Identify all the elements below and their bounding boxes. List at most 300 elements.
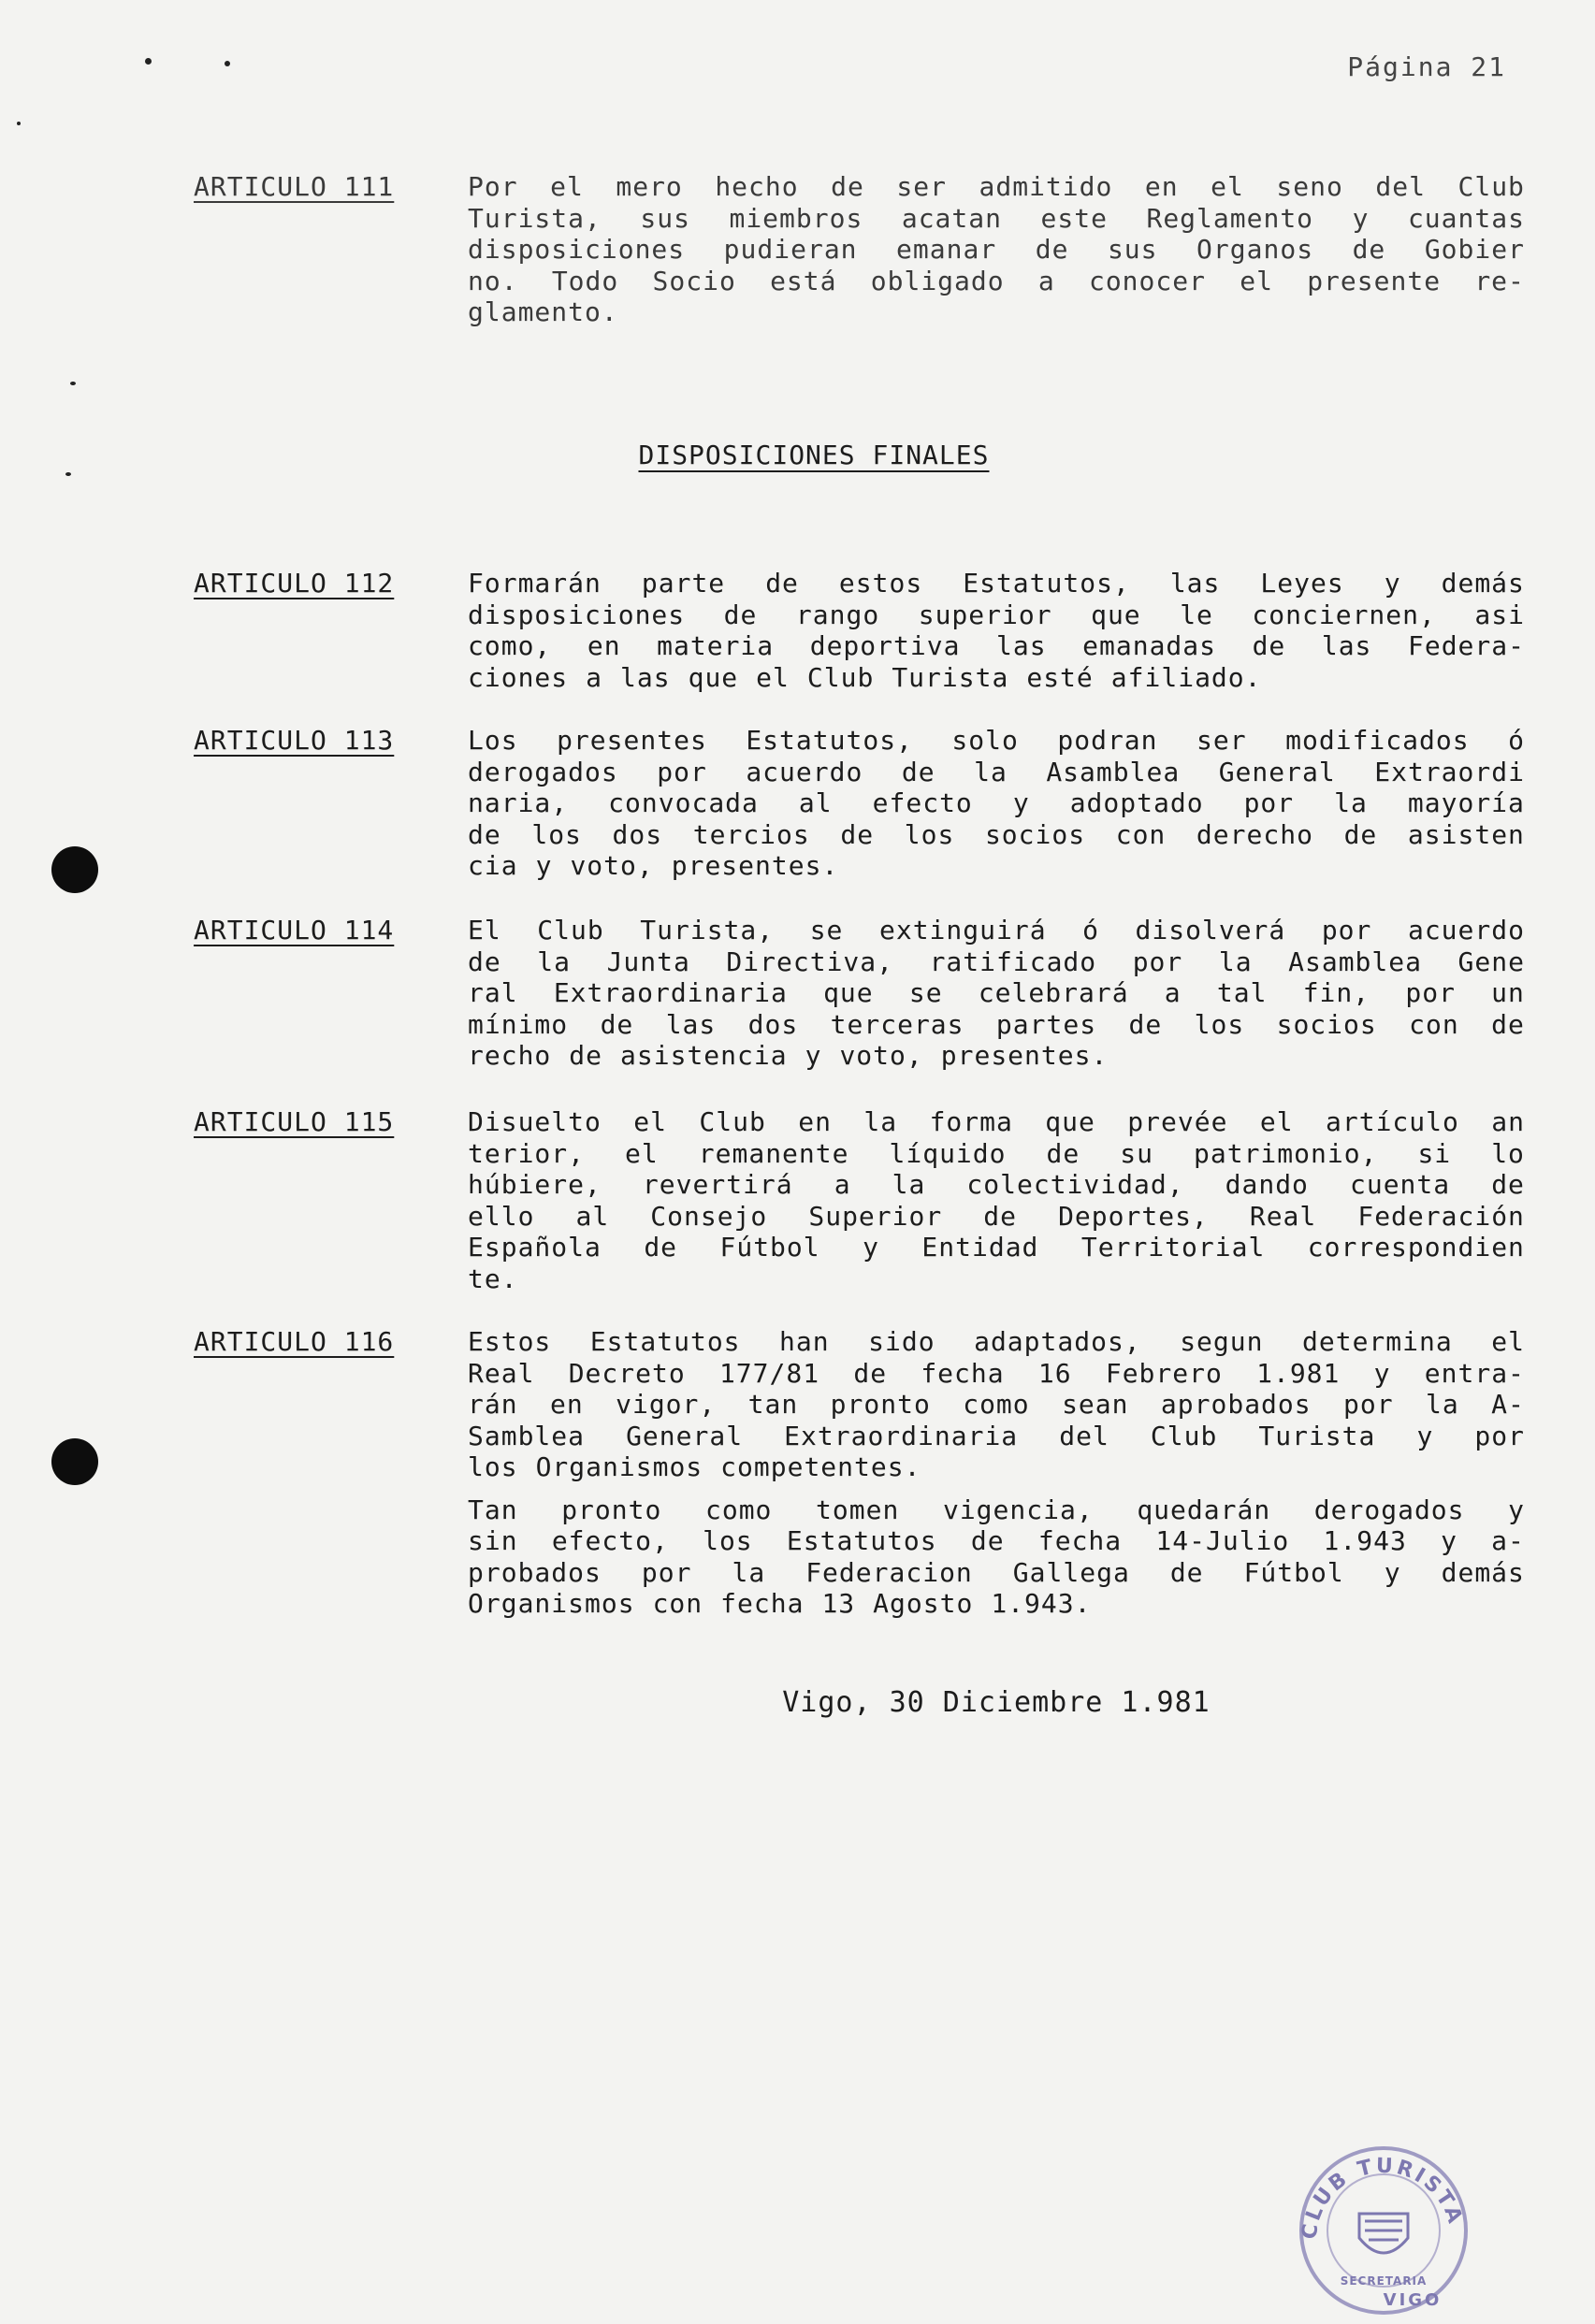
- word: deportiva: [809, 630, 961, 661]
- word: voto,: [570, 850, 654, 881]
- word: a: [1037, 265, 1055, 296]
- word: Febrero: [1105, 1357, 1223, 1389]
- word: pronto: [561, 1494, 662, 1525]
- article-label: ARTICULO 114: [194, 915, 395, 945]
- word: estos: [838, 568, 923, 599]
- stamp-bottom-text: SECRETARIA: [1340, 2274, 1428, 2288]
- shield-icon: [1359, 2214, 1408, 2253]
- word: sus: [640, 202, 690, 234]
- word: Extraordi: [1374, 756, 1525, 787]
- word: re-: [1474, 265, 1525, 296]
- word: acuerdo: [746, 756, 863, 787]
- word: de: [1491, 1169, 1525, 1200]
- article-label: ARTICULO 116: [194, 1326, 395, 1357]
- word: Territorial: [1080, 1232, 1266, 1263]
- article-paragraph: [468, 171, 1525, 328]
- word: el: [1240, 265, 1273, 296]
- word: ciones: [468, 661, 569, 693]
- word: Organos: [1196, 234, 1314, 265]
- word: Deportes,: [1058, 1200, 1209, 1232]
- word: y: [1373, 1357, 1391, 1389]
- word: General: [626, 1420, 744, 1451]
- word: Gobier: [1424, 234, 1525, 265]
- word: efecto,: [551, 1525, 669, 1556]
- text-line: [468, 850, 1525, 882]
- word: podran: [1057, 725, 1158, 756]
- word: del: [1375, 171, 1426, 202]
- word: el: [550, 171, 584, 202]
- word: fecha: [921, 1357, 1005, 1389]
- word: hecho: [715, 171, 799, 202]
- word: emanadas: [1082, 630, 1216, 661]
- text-line: [468, 171, 1525, 203]
- word: admitido: [979, 171, 1113, 202]
- word: quedarán: [1137, 1494, 1271, 1525]
- article-body: [468, 725, 1525, 882]
- article-body: [468, 1106, 1525, 1294]
- word: recho: [468, 1040, 552, 1071]
- word: tan: [747, 1389, 799, 1420]
- word: correspondien: [1307, 1232, 1525, 1263]
- word: 1.943.: [991, 1588, 1092, 1619]
- word: asistencia: [620, 1040, 788, 1071]
- word: 14-Julio: [1155, 1525, 1290, 1556]
- word: con: [1115, 818, 1167, 850]
- word: obligado: [870, 265, 1005, 296]
- text-line: [468, 1525, 1525, 1557]
- word: prevée: [1127, 1106, 1228, 1137]
- word: y: [535, 850, 553, 881]
- word: asi: [1474, 599, 1525, 630]
- word: pronto: [830, 1389, 931, 1420]
- word: conocer: [1088, 265, 1206, 296]
- word: adaptados,: [974, 1326, 1141, 1357]
- article-paragraph: [468, 1494, 1525, 1620]
- word: colectividad,: [966, 1169, 1184, 1200]
- word: Organismos: [468, 1588, 635, 1619]
- word: Gallega: [1012, 1556, 1130, 1588]
- word: cuenta: [1349, 1169, 1451, 1200]
- word: el: [756, 661, 790, 693]
- word: terior,: [468, 1137, 586, 1169]
- word: Agosto: [873, 1588, 974, 1619]
- svg-text:CLUB TURISTA: [1298, 2155, 1468, 2241]
- word: que: [823, 977, 874, 1008]
- word: se: [809, 915, 844, 945]
- word: por: [641, 1556, 692, 1588]
- word: derecho: [1196, 818, 1313, 850]
- text-line: [468, 296, 1525, 328]
- word: las: [1321, 630, 1372, 661]
- word: Por: [468, 171, 518, 202]
- word: al: [575, 1200, 610, 1232]
- word: Formarán: [468, 568, 602, 599]
- word: Estatutos: [589, 1326, 741, 1357]
- word: Asamblea: [1288, 945, 1422, 977]
- word: y: [1508, 1494, 1525, 1525]
- word: adoptado: [1069, 787, 1204, 818]
- word: fecha: [1037, 1525, 1123, 1556]
- text-line: [468, 1201, 1525, 1233]
- word: a-: [1491, 1525, 1525, 1556]
- article-body: [468, 1326, 1525, 1620]
- word: Turista,: [640, 915, 775, 945]
- article-body: [468, 915, 1525, 1072]
- word: y: [863, 1232, 879, 1263]
- word: de: [1128, 1008, 1163, 1040]
- word: este: [1040, 202, 1108, 234]
- word: an: [1491, 1106, 1525, 1137]
- text-line: [468, 757, 1525, 788]
- word: Club: [1457, 171, 1525, 202]
- word: Española: [468, 1232, 602, 1263]
- word: 13: [821, 1588, 856, 1619]
- word: acatan: [901, 202, 1002, 234]
- word: esté: [1026, 661, 1094, 693]
- word: derogados: [468, 756, 618, 787]
- word: y: [1384, 568, 1401, 599]
- text-line: [468, 1232, 1525, 1263]
- article-label: ARTICULO 113: [194, 725, 395, 756]
- word: la: [974, 756, 1008, 787]
- article-label: ARTICULO 115: [194, 1106, 395, 1137]
- word: vigencia,: [942, 1494, 1094, 1525]
- word: 177/81: [718, 1357, 820, 1389]
- word: y: [1416, 1420, 1434, 1451]
- section-title: DISPOSICIONES FINALES: [638, 440, 990, 470]
- word: fin,: [1302, 977, 1370, 1008]
- word: por: [1405, 977, 1456, 1008]
- word: como: [704, 1494, 773, 1525]
- word: materia: [657, 630, 775, 661]
- word: Club: [699, 1106, 766, 1137]
- word: dando: [1225, 1169, 1309, 1200]
- word: en: [587, 630, 621, 661]
- word: los: [531, 818, 582, 850]
- text-line: [468, 234, 1525, 266]
- word: dos: [612, 818, 663, 850]
- word: demás: [1441, 568, 1525, 599]
- word: Socio: [652, 265, 736, 296]
- punch-hole-upper: [51, 846, 98, 893]
- word: a: [1164, 977, 1182, 1008]
- word: asisten: [1407, 818, 1525, 850]
- word: con: [652, 1588, 703, 1619]
- word: del: [1059, 1420, 1109, 1451]
- word: tal: [1216, 977, 1268, 1008]
- word: de: [831, 171, 864, 202]
- stamp-top-text: CLUB TURISTA: [1298, 2154, 1468, 2241]
- word: acuerdo: [1407, 915, 1525, 945]
- word: de: [1343, 818, 1378, 850]
- word: la: [892, 1169, 926, 1200]
- word: patrimonio,: [1194, 1137, 1378, 1169]
- text-line: [468, 599, 1525, 631]
- text-line: [468, 787, 1525, 819]
- word: ser: [1196, 725, 1247, 756]
- word: y: [1441, 1525, 1457, 1556]
- word: forma: [929, 1106, 1013, 1137]
- word: Los: [468, 725, 518, 756]
- article-label: ARTICULO 112: [194, 568, 395, 599]
- word: con: [1409, 1008, 1459, 1040]
- word: ral: [468, 977, 518, 1008]
- word: aprobados: [1160, 1389, 1312, 1420]
- word: Fútbol: [719, 1232, 820, 1263]
- word: Todo: [551, 265, 619, 296]
- word: líquido: [889, 1137, 1007, 1169]
- word: El: [468, 915, 501, 945]
- word: presentes.: [671, 850, 839, 881]
- word: dos: [747, 1008, 799, 1040]
- word: en: [1144, 171, 1179, 202]
- word: las: [620, 661, 671, 693]
- word: que: [1045, 1106, 1095, 1137]
- word: Samblea: [468, 1420, 586, 1451]
- word: disposiciones: [468, 599, 686, 630]
- word: el: [625, 1137, 659, 1169]
- word: ó: [1082, 915, 1099, 945]
- word: voto,: [839, 1040, 923, 1071]
- word: A-: [1491, 1389, 1525, 1420]
- word: su: [1120, 1137, 1153, 1169]
- word: no.: [468, 265, 518, 296]
- club-stamp: [1286, 2128, 1478, 2319]
- word: sido: [868, 1326, 935, 1357]
- word: competentes.: [720, 1451, 921, 1482]
- word: de: [600, 1008, 634, 1040]
- text-line: [468, 1009, 1525, 1041]
- paper-speck: [17, 122, 21, 125]
- text-line: [468, 725, 1525, 757]
- word: por: [1474, 1420, 1525, 1451]
- word: Real: [468, 1357, 535, 1389]
- word: de: [1252, 630, 1286, 661]
- word: en: [549, 1389, 584, 1420]
- word: el: [1491, 1326, 1525, 1357]
- word: terceras: [830, 1008, 964, 1040]
- word: presentes: [557, 725, 707, 756]
- word: los: [904, 818, 955, 850]
- word: está: [770, 265, 837, 296]
- word: mínimo: [468, 1008, 569, 1040]
- article-body: [468, 568, 1525, 693]
- word: Disuelto: [468, 1106, 602, 1137]
- word: Club: [537, 915, 604, 945]
- word: un: [1491, 977, 1525, 1008]
- text-line: [468, 1263, 1525, 1295]
- word: rán: [468, 1389, 518, 1420]
- word: tercios: [692, 818, 810, 850]
- text-line: [468, 203, 1525, 235]
- word: Tan: [468, 1494, 518, 1525]
- word: Organismos: [535, 1451, 703, 1482]
- word: de: [901, 756, 935, 787]
- text-line: [468, 1557, 1525, 1589]
- word: la: [863, 1106, 898, 1137]
- word: te.: [468, 1263, 518, 1294]
- word: ratificado: [929, 945, 1097, 977]
- word: a: [834, 1169, 851, 1200]
- word: Federación: [1357, 1200, 1525, 1232]
- word: emanar: [896, 234, 997, 265]
- word: y: [805, 1040, 822, 1071]
- text-line: [468, 946, 1525, 978]
- word: y: [1384, 1556, 1401, 1588]
- word: a: [586, 661, 603, 693]
- word: Turista,: [468, 202, 602, 234]
- word: mero: [616, 171, 683, 202]
- word: sin: [468, 1525, 518, 1556]
- word: por: [1321, 915, 1372, 945]
- word: socios: [1276, 1008, 1377, 1040]
- word: probados: [468, 1556, 602, 1588]
- text-line: [468, 819, 1525, 851]
- article-label: ARTICULO 111: [194, 171, 395, 202]
- word: fecha: [720, 1588, 805, 1619]
- word: Estatutos,: [963, 568, 1130, 599]
- article-paragraph: [468, 1326, 1525, 1483]
- text-line: [468, 1040, 1525, 1072]
- word: glamento.: [468, 296, 618, 327]
- word: ser: [896, 171, 947, 202]
- word: 1.943: [1323, 1525, 1407, 1556]
- paper-speck: [70, 382, 76, 385]
- word: Consejo: [650, 1200, 768, 1232]
- word: han: [779, 1326, 830, 1357]
- word: de: [1169, 1556, 1204, 1588]
- word: Asamblea: [1046, 756, 1181, 787]
- word: ello: [468, 1200, 535, 1232]
- signoff-date: Vigo, 30 Diciembre 1.981: [782, 1686, 1211, 1719]
- text-line: [468, 568, 1525, 599]
- word: presentes.: [940, 1040, 1109, 1071]
- word: en: [798, 1106, 832, 1137]
- word: de: [765, 568, 799, 599]
- word: Estatutos: [786, 1525, 937, 1556]
- word: naria,: [468, 787, 569, 818]
- word: Club: [1150, 1420, 1218, 1451]
- word: al: [798, 787, 833, 818]
- word: modificados: [1285, 725, 1470, 756]
- word: Extraordinaria: [553, 977, 788, 1008]
- article-paragraph: [468, 1106, 1525, 1294]
- word: los: [468, 1451, 518, 1482]
- text-line: [468, 1138, 1525, 1170]
- word: extinguirá: [878, 915, 1047, 945]
- word: 1.981: [1256, 1357, 1341, 1389]
- word: de: [853, 1357, 888, 1389]
- word: el: [633, 1106, 667, 1137]
- word: General: [1218, 756, 1336, 787]
- word: las: [996, 630, 1047, 661]
- word: demás: [1441, 1556, 1525, 1588]
- word: las: [1169, 568, 1221, 599]
- word: Turista: [892, 661, 1009, 693]
- word: Real: [1249, 1200, 1317, 1232]
- text-line: [468, 1326, 1525, 1358]
- word: cuantas: [1407, 202, 1525, 234]
- word: la: [732, 1556, 766, 1588]
- paper-speck: [145, 58, 152, 65]
- article-paragraph: [468, 568, 1525, 693]
- word: disposiciones: [468, 234, 686, 265]
- word: miembros: [729, 202, 863, 234]
- word: los: [703, 1525, 753, 1556]
- word: Superior: [808, 1200, 943, 1232]
- word: de: [970, 1525, 1005, 1556]
- word: la: [1426, 1389, 1459, 1420]
- article-paragraph: [468, 915, 1525, 1072]
- word: Gene: [1457, 945, 1525, 977]
- word: Federacion: [805, 1556, 973, 1588]
- word: derogados: [1313, 1494, 1465, 1525]
- word: superior: [918, 599, 1052, 630]
- word: como,: [468, 630, 552, 661]
- word: la: [1334, 787, 1368, 818]
- word: Turista: [1258, 1420, 1376, 1451]
- word: disolverá: [1135, 915, 1286, 945]
- word: artículo: [1326, 1106, 1459, 1137]
- word: por: [1132, 945, 1183, 977]
- word: convocada: [608, 787, 759, 818]
- word: de: [569, 1040, 603, 1071]
- word: Estos: [468, 1326, 552, 1357]
- word: el: [1259, 1106, 1294, 1137]
- word: Extraordinaria: [784, 1420, 1019, 1451]
- punch-hole-lower: [51, 1438, 98, 1485]
- text-line: [468, 1588, 1525, 1620]
- word: Directiva,: [726, 945, 893, 977]
- word: de: [1352, 234, 1386, 265]
- word: revertirá: [642, 1169, 793, 1200]
- text-line: [468, 915, 1525, 946]
- word: Leyes: [1260, 568, 1344, 599]
- word: socios: [984, 818, 1086, 850]
- word: parte: [641, 568, 726, 599]
- word: por: [1243, 787, 1295, 818]
- word: los: [1194, 1008, 1245, 1040]
- word: solo: [951, 725, 1019, 756]
- word: la: [1218, 945, 1253, 977]
- page-number: Página 21: [1347, 51, 1506, 82]
- word: de: [1046, 1137, 1080, 1169]
- text-line: [468, 266, 1525, 297]
- word: sus: [1107, 234, 1158, 265]
- word: ó: [1508, 725, 1525, 756]
- word: 16: [1037, 1357, 1072, 1389]
- word: tomen: [816, 1494, 900, 1525]
- word: Federa-: [1407, 630, 1525, 661]
- paper-speck: [225, 61, 230, 66]
- word: Estatutos,: [746, 725, 913, 756]
- word: entra-: [1424, 1357, 1525, 1389]
- word: húbiere,: [468, 1169, 602, 1200]
- word: vigor,: [616, 1389, 717, 1420]
- text-line: [468, 1358, 1525, 1390]
- word: presente: [1307, 265, 1442, 296]
- word: de: [1491, 1008, 1525, 1040]
- word: por: [657, 756, 707, 787]
- word: Decreto: [568, 1357, 686, 1389]
- word: cia: [468, 850, 518, 881]
- word: de: [840, 818, 875, 850]
- stamp-city: VIGO: [1383, 2290, 1443, 2310]
- word: remanente: [698, 1137, 849, 1169]
- word: se: [908, 977, 943, 1008]
- word: de: [468, 945, 501, 977]
- text-line: [468, 1106, 1525, 1138]
